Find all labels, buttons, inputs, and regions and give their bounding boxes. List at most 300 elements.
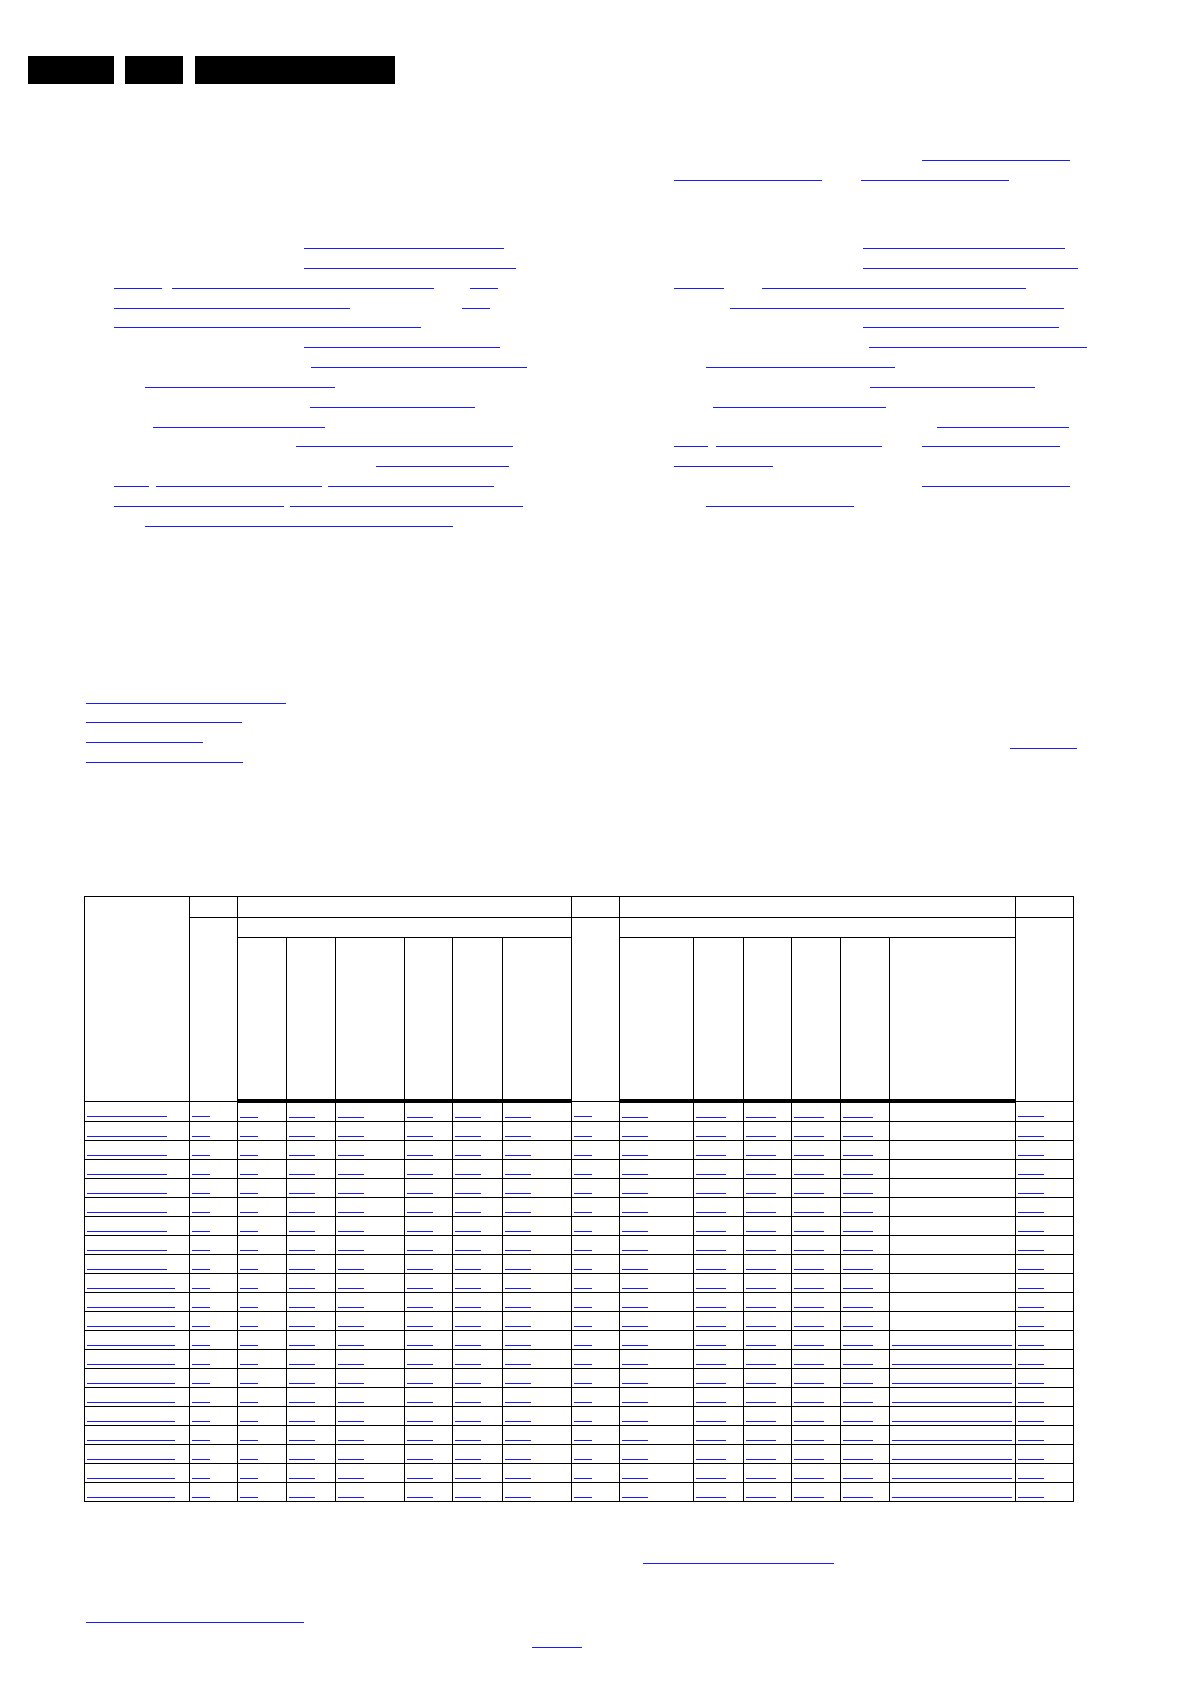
cell-link[interactable] [455, 1117, 481, 1118]
cell-link[interactable] [794, 1364, 824, 1365]
cell-link[interactable] [843, 1326, 873, 1327]
link[interactable] [937, 427, 1069, 428]
link[interactable] [470, 288, 498, 289]
cell-link[interactable] [87, 1402, 175, 1403]
link[interactable] [296, 446, 513, 447]
cell-link[interactable] [696, 1326, 726, 1327]
cell-link[interactable] [505, 1383, 531, 1384]
cell-link[interactable] [192, 1402, 210, 1403]
cell-link[interactable] [696, 1174, 726, 1175]
cell-link[interactable] [1018, 1421, 1044, 1422]
cell-link[interactable] [240, 1307, 258, 1308]
cell-link[interactable] [87, 1459, 175, 1460]
link[interactable] [311, 367, 527, 368]
cell-link[interactable] [87, 1231, 167, 1232]
cell-link[interactable] [338, 1136, 364, 1137]
link[interactable] [290, 506, 523, 507]
cell-link[interactable] [338, 1497, 364, 1498]
cell-link[interactable] [338, 1174, 364, 1175]
link[interactable] [114, 288, 162, 289]
cell-link[interactable] [1018, 1440, 1044, 1441]
link[interactable] [114, 486, 149, 487]
cell-link[interactable] [455, 1402, 481, 1403]
cell-link[interactable] [746, 1421, 776, 1422]
link[interactable] [861, 180, 1009, 181]
cell-link[interactable] [505, 1345, 531, 1346]
cell-link[interactable] [455, 1288, 481, 1289]
cell-link[interactable] [192, 1345, 210, 1346]
link[interactable] [172, 288, 434, 289]
link[interactable] [153, 427, 325, 428]
cell-link[interactable] [892, 1383, 1012, 1384]
cell-link[interactable] [574, 1364, 592, 1365]
link[interactable] [674, 288, 724, 289]
cell-link[interactable] [1018, 1193, 1044, 1194]
cell-link[interactable] [192, 1212, 210, 1213]
cell-link[interactable] [1018, 1155, 1044, 1156]
cell-link[interactable] [794, 1250, 824, 1251]
cell-link[interactable] [289, 1383, 315, 1384]
cell-link[interactable] [289, 1326, 315, 1327]
cell-link[interactable] [794, 1307, 824, 1308]
link[interactable] [762, 288, 1026, 289]
cell-link[interactable] [455, 1440, 481, 1441]
cell-link[interactable] [574, 1193, 592, 1194]
cell-link[interactable] [505, 1117, 531, 1118]
cell-link[interactable] [746, 1288, 776, 1289]
cell-link[interactable] [843, 1345, 873, 1346]
link[interactable] [869, 347, 1087, 348]
cell-link[interactable] [407, 1269, 433, 1270]
cell-link[interactable] [622, 1421, 648, 1422]
cell-link[interactable] [746, 1307, 776, 1308]
cell-link[interactable] [843, 1459, 873, 1460]
cell-link[interactable] [696, 1212, 726, 1213]
cell-link[interactable] [407, 1155, 433, 1156]
cell-link[interactable] [843, 1421, 873, 1422]
cell-link[interactable] [696, 1231, 726, 1232]
page-number-link[interactable] [532, 1647, 582, 1648]
cell-link[interactable] [505, 1459, 531, 1460]
cell-link[interactable] [87, 1383, 175, 1384]
cell-link[interactable] [622, 1307, 648, 1308]
cell-link[interactable] [843, 1288, 873, 1289]
cell-link[interactable] [622, 1155, 648, 1156]
cell-link[interactable] [1018, 1231, 1044, 1232]
cell-link[interactable] [696, 1459, 726, 1460]
cell-link[interactable] [794, 1155, 824, 1156]
cell-link[interactable] [746, 1250, 776, 1251]
cell-link[interactable] [574, 1250, 592, 1251]
cell-link[interactable] [455, 1364, 481, 1365]
cell-link[interactable] [574, 1155, 592, 1156]
cell-link[interactable] [289, 1231, 315, 1232]
cell-link[interactable] [192, 1269, 210, 1270]
link[interactable] [643, 1563, 834, 1564]
cell-link[interactable] [794, 1117, 824, 1118]
cell-link[interactable] [338, 1440, 364, 1441]
cell-link[interactable] [192, 1155, 210, 1156]
cell-link[interactable] [1018, 1383, 1044, 1384]
cell-link[interactable] [622, 1402, 648, 1403]
link[interactable] [922, 446, 1060, 447]
cell-link[interactable] [505, 1421, 531, 1422]
cell-link[interactable] [696, 1117, 726, 1118]
cell-link[interactable] [407, 1231, 433, 1232]
cell-link[interactable] [87, 1155, 167, 1156]
cell-link[interactable] [505, 1155, 531, 1156]
cell-link[interactable] [240, 1288, 258, 1289]
link[interactable] [674, 446, 708, 447]
cell-link[interactable] [240, 1117, 258, 1118]
cell-link[interactable] [622, 1383, 648, 1384]
cell-link[interactable] [192, 1193, 210, 1194]
link[interactable] [114, 327, 421, 328]
cell-link[interactable] [892, 1440, 1012, 1441]
cell-link[interactable] [240, 1231, 258, 1232]
cell-link[interactable] [455, 1345, 481, 1346]
cell-link[interactable] [892, 1402, 1012, 1403]
link[interactable] [730, 308, 1064, 309]
link[interactable] [863, 327, 1059, 328]
cell-link[interactable] [240, 1136, 258, 1137]
cell-link[interactable] [622, 1288, 648, 1289]
cell-link[interactable] [746, 1136, 776, 1137]
cell-link[interactable] [505, 1364, 531, 1365]
cell-link[interactable] [240, 1459, 258, 1460]
cell-link[interactable] [87, 1288, 175, 1289]
cell-link[interactable] [843, 1440, 873, 1441]
cell-link[interactable] [289, 1269, 315, 1270]
cell-link[interactable] [574, 1383, 592, 1384]
cell-link[interactable] [696, 1193, 726, 1194]
link[interactable] [462, 308, 490, 309]
cell-link[interactable] [240, 1364, 258, 1365]
cell-link[interactable] [455, 1478, 481, 1479]
cell-link[interactable] [746, 1193, 776, 1194]
cell-link[interactable] [843, 1478, 873, 1479]
cell-link[interactable] [574, 1231, 592, 1232]
link[interactable] [304, 268, 516, 269]
cell-link[interactable] [794, 1345, 824, 1346]
link[interactable] [310, 407, 475, 408]
cell-link[interactable] [574, 1402, 592, 1403]
cell-link[interactable] [1018, 1478, 1044, 1479]
cell-link[interactable] [87, 1497, 175, 1498]
cell-link[interactable] [574, 1421, 592, 1422]
cell-link[interactable] [843, 1364, 873, 1365]
cell-link[interactable] [87, 1440, 175, 1441]
cell-link[interactable] [746, 1117, 776, 1118]
cell-link[interactable] [505, 1269, 531, 1270]
cell-link[interactable] [338, 1402, 364, 1403]
cell-link[interactable] [240, 1383, 258, 1384]
cell-link[interactable] [892, 1497, 1012, 1498]
cell-link[interactable] [192, 1116, 210, 1117]
cell-link[interactable] [1018, 1269, 1044, 1270]
cell-link[interactable] [843, 1117, 873, 1118]
cell-link[interactable] [574, 1459, 592, 1460]
cell-link[interactable] [407, 1212, 433, 1213]
cell-link[interactable] [289, 1250, 315, 1251]
cell-link[interactable] [455, 1326, 481, 1327]
cell-link[interactable] [407, 1174, 433, 1175]
cell-link[interactable] [622, 1497, 648, 1498]
link[interactable] [145, 387, 335, 388]
link[interactable] [674, 180, 822, 181]
cell-link[interactable] [289, 1155, 315, 1156]
link[interactable] [1010, 748, 1077, 749]
cell-link[interactable] [289, 1136, 315, 1137]
cell-link[interactable] [574, 1307, 592, 1308]
cell-link[interactable] [338, 1250, 364, 1251]
cell-link[interactable] [87, 1269, 167, 1270]
cell-link[interactable] [240, 1402, 258, 1403]
link[interactable] [674, 466, 773, 467]
cell-link[interactable] [746, 1383, 776, 1384]
cell-link[interactable] [407, 1136, 433, 1137]
cell-link[interactable] [746, 1155, 776, 1156]
cell-link[interactable] [505, 1136, 531, 1137]
cell-link[interactable] [622, 1174, 648, 1175]
cell-link[interactable] [892, 1459, 1012, 1460]
cell-link[interactable] [87, 1307, 175, 1308]
cell-link[interactable] [407, 1345, 433, 1346]
cell-link[interactable] [240, 1250, 258, 1251]
cell-link[interactable] [1018, 1326, 1044, 1327]
link[interactable] [86, 742, 203, 743]
link[interactable] [86, 1622, 304, 1623]
cell-link[interactable] [192, 1250, 210, 1251]
cell-link[interactable] [794, 1421, 824, 1422]
cell-link[interactable] [505, 1193, 531, 1194]
cell-link[interactable] [622, 1269, 648, 1270]
cell-link[interactable] [338, 1288, 364, 1289]
cell-link[interactable] [407, 1440, 433, 1441]
cell-link[interactable] [87, 1174, 167, 1175]
cell-link[interactable] [289, 1193, 315, 1194]
cell-link[interactable] [622, 1478, 648, 1479]
link[interactable] [870, 387, 1035, 388]
cell-link[interactable] [192, 1307, 210, 1308]
cell-link[interactable] [455, 1307, 481, 1308]
cell-link[interactable] [1018, 1116, 1044, 1117]
cell-link[interactable] [843, 1212, 873, 1213]
link[interactable] [713, 407, 886, 408]
cell-link[interactable] [407, 1402, 433, 1403]
cell-link[interactable] [892, 1421, 1012, 1422]
cell-link[interactable] [338, 1421, 364, 1422]
cell-link[interactable] [455, 1136, 481, 1137]
link[interactable] [114, 308, 350, 309]
cell-link[interactable] [407, 1364, 433, 1365]
cell-link[interactable] [843, 1250, 873, 1251]
link[interactable] [304, 347, 500, 348]
cell-link[interactable] [746, 1440, 776, 1441]
cell-link[interactable] [192, 1174, 210, 1175]
cell-link[interactable] [1018, 1174, 1044, 1175]
cell-link[interactable] [455, 1250, 481, 1251]
cell-link[interactable] [192, 1459, 210, 1460]
cell-link[interactable] [696, 1250, 726, 1251]
cell-link[interactable] [505, 1212, 531, 1213]
cell-link[interactable] [696, 1307, 726, 1308]
cell-link[interactable] [407, 1478, 433, 1479]
cell-link[interactable] [455, 1155, 481, 1156]
cell-link[interactable] [407, 1459, 433, 1460]
cell-link[interactable] [505, 1497, 531, 1498]
link[interactable] [86, 722, 242, 723]
cell-link[interactable] [338, 1478, 364, 1479]
cell-link[interactable] [338, 1345, 364, 1346]
link[interactable] [328, 486, 494, 487]
link[interactable] [114, 506, 284, 507]
cell-link[interactable] [87, 1116, 167, 1117]
cell-link[interactable] [746, 1174, 776, 1175]
cell-link[interactable] [192, 1231, 210, 1232]
cell-link[interactable] [407, 1288, 433, 1289]
link[interactable] [156, 486, 322, 487]
cell-link[interactable] [338, 1212, 364, 1213]
cell-link[interactable] [794, 1174, 824, 1175]
link[interactable] [706, 506, 854, 507]
cell-link[interactable] [338, 1269, 364, 1270]
cell-link[interactable] [696, 1421, 726, 1422]
cell-link[interactable] [407, 1326, 433, 1327]
cell-link[interactable] [622, 1136, 648, 1137]
cell-link[interactable] [192, 1497, 210, 1498]
link[interactable] [922, 486, 1070, 487]
cell-link[interactable] [622, 1231, 648, 1232]
cell-link[interactable] [696, 1497, 726, 1498]
cell-link[interactable] [696, 1288, 726, 1289]
cell-link[interactable] [843, 1136, 873, 1137]
cell-link[interactable] [794, 1136, 824, 1137]
cell-link[interactable] [843, 1497, 873, 1498]
cell-link[interactable] [87, 1364, 175, 1365]
link[interactable] [863, 268, 1078, 269]
cell-link[interactable] [794, 1193, 824, 1194]
cell-link[interactable] [289, 1212, 315, 1213]
cell-link[interactable] [87, 1326, 175, 1327]
cell-link[interactable] [696, 1155, 726, 1156]
cell-link[interactable] [505, 1402, 531, 1403]
cell-link[interactable] [892, 1364, 1012, 1365]
cell-link[interactable] [407, 1307, 433, 1308]
cell-link[interactable] [338, 1326, 364, 1327]
cell-link[interactable] [746, 1345, 776, 1346]
cell-link[interactable] [87, 1421, 175, 1422]
cell-link[interactable] [843, 1193, 873, 1194]
cell-link[interactable] [574, 1326, 592, 1327]
cell-link[interactable] [574, 1288, 592, 1289]
cell-link[interactable] [240, 1155, 258, 1156]
cell-link[interactable] [87, 1345, 175, 1346]
cell-link[interactable] [289, 1364, 315, 1365]
cell-link[interactable] [794, 1326, 824, 1327]
cell-link[interactable] [1018, 1250, 1044, 1251]
cell-link[interactable] [505, 1307, 531, 1308]
cell-link[interactable] [289, 1345, 315, 1346]
cell-link[interactable] [622, 1117, 648, 1118]
cell-link[interactable] [746, 1231, 776, 1232]
cell-link[interactable] [289, 1307, 315, 1308]
cell-link[interactable] [455, 1497, 481, 1498]
cell-link[interactable] [240, 1193, 258, 1194]
cell-link[interactable] [240, 1421, 258, 1422]
cell-link[interactable] [1018, 1288, 1044, 1289]
cell-link[interactable] [289, 1440, 315, 1441]
cell-link[interactable] [794, 1383, 824, 1384]
cell-link[interactable] [338, 1364, 364, 1365]
cell-link[interactable] [746, 1497, 776, 1498]
cell-link[interactable] [192, 1136, 210, 1137]
cell-link[interactable] [574, 1345, 592, 1346]
cell-link[interactable] [192, 1326, 210, 1327]
cell-link[interactable] [338, 1383, 364, 1384]
link[interactable] [376, 466, 509, 467]
cell-link[interactable] [407, 1117, 433, 1118]
cell-link[interactable] [794, 1231, 824, 1232]
cell-link[interactable] [746, 1326, 776, 1327]
cell-link[interactable] [892, 1345, 1012, 1346]
cell-link[interactable] [746, 1212, 776, 1213]
cell-link[interactable] [696, 1440, 726, 1441]
cell-link[interactable] [622, 1250, 648, 1251]
cell-link[interactable] [622, 1345, 648, 1346]
cell-link[interactable] [574, 1440, 592, 1441]
cell-link[interactable] [505, 1326, 531, 1327]
cell-link[interactable] [192, 1364, 210, 1365]
cell-link[interactable] [407, 1497, 433, 1498]
cell-link[interactable] [574, 1269, 592, 1270]
cell-link[interactable] [1018, 1364, 1044, 1365]
cell-link[interactable] [574, 1136, 592, 1137]
link[interactable] [922, 160, 1070, 161]
cell-link[interactable] [794, 1212, 824, 1213]
cell-link[interactable] [574, 1478, 592, 1479]
cell-link[interactable] [505, 1440, 531, 1441]
cell-link[interactable] [338, 1459, 364, 1460]
cell-link[interactable] [622, 1212, 648, 1213]
cell-link[interactable] [505, 1288, 531, 1289]
cell-link[interactable] [843, 1383, 873, 1384]
cell-link[interactable] [407, 1250, 433, 1251]
cell-link[interactable] [505, 1174, 531, 1175]
cell-link[interactable] [407, 1383, 433, 1384]
cell-link[interactable] [843, 1155, 873, 1156]
link[interactable] [706, 367, 895, 368]
cell-link[interactable] [455, 1231, 481, 1232]
cell-link[interactable] [1018, 1459, 1044, 1460]
cell-link[interactable] [746, 1459, 776, 1460]
cell-link[interactable] [240, 1478, 258, 1479]
cell-link[interactable] [338, 1231, 364, 1232]
cell-link[interactable] [289, 1478, 315, 1479]
cell-link[interactable] [574, 1212, 592, 1213]
cell-link[interactable] [505, 1250, 531, 1251]
cell-link[interactable] [289, 1459, 315, 1460]
cell-link[interactable] [794, 1497, 824, 1498]
link[interactable] [863, 248, 1065, 249]
cell-link[interactable] [455, 1212, 481, 1213]
cell-link[interactable] [794, 1459, 824, 1460]
cell-link[interactable] [746, 1478, 776, 1479]
cell-link[interactable] [192, 1421, 210, 1422]
cell-link[interactable] [574, 1497, 592, 1498]
cell-link[interactable] [455, 1174, 481, 1175]
cell-link[interactable] [622, 1193, 648, 1194]
